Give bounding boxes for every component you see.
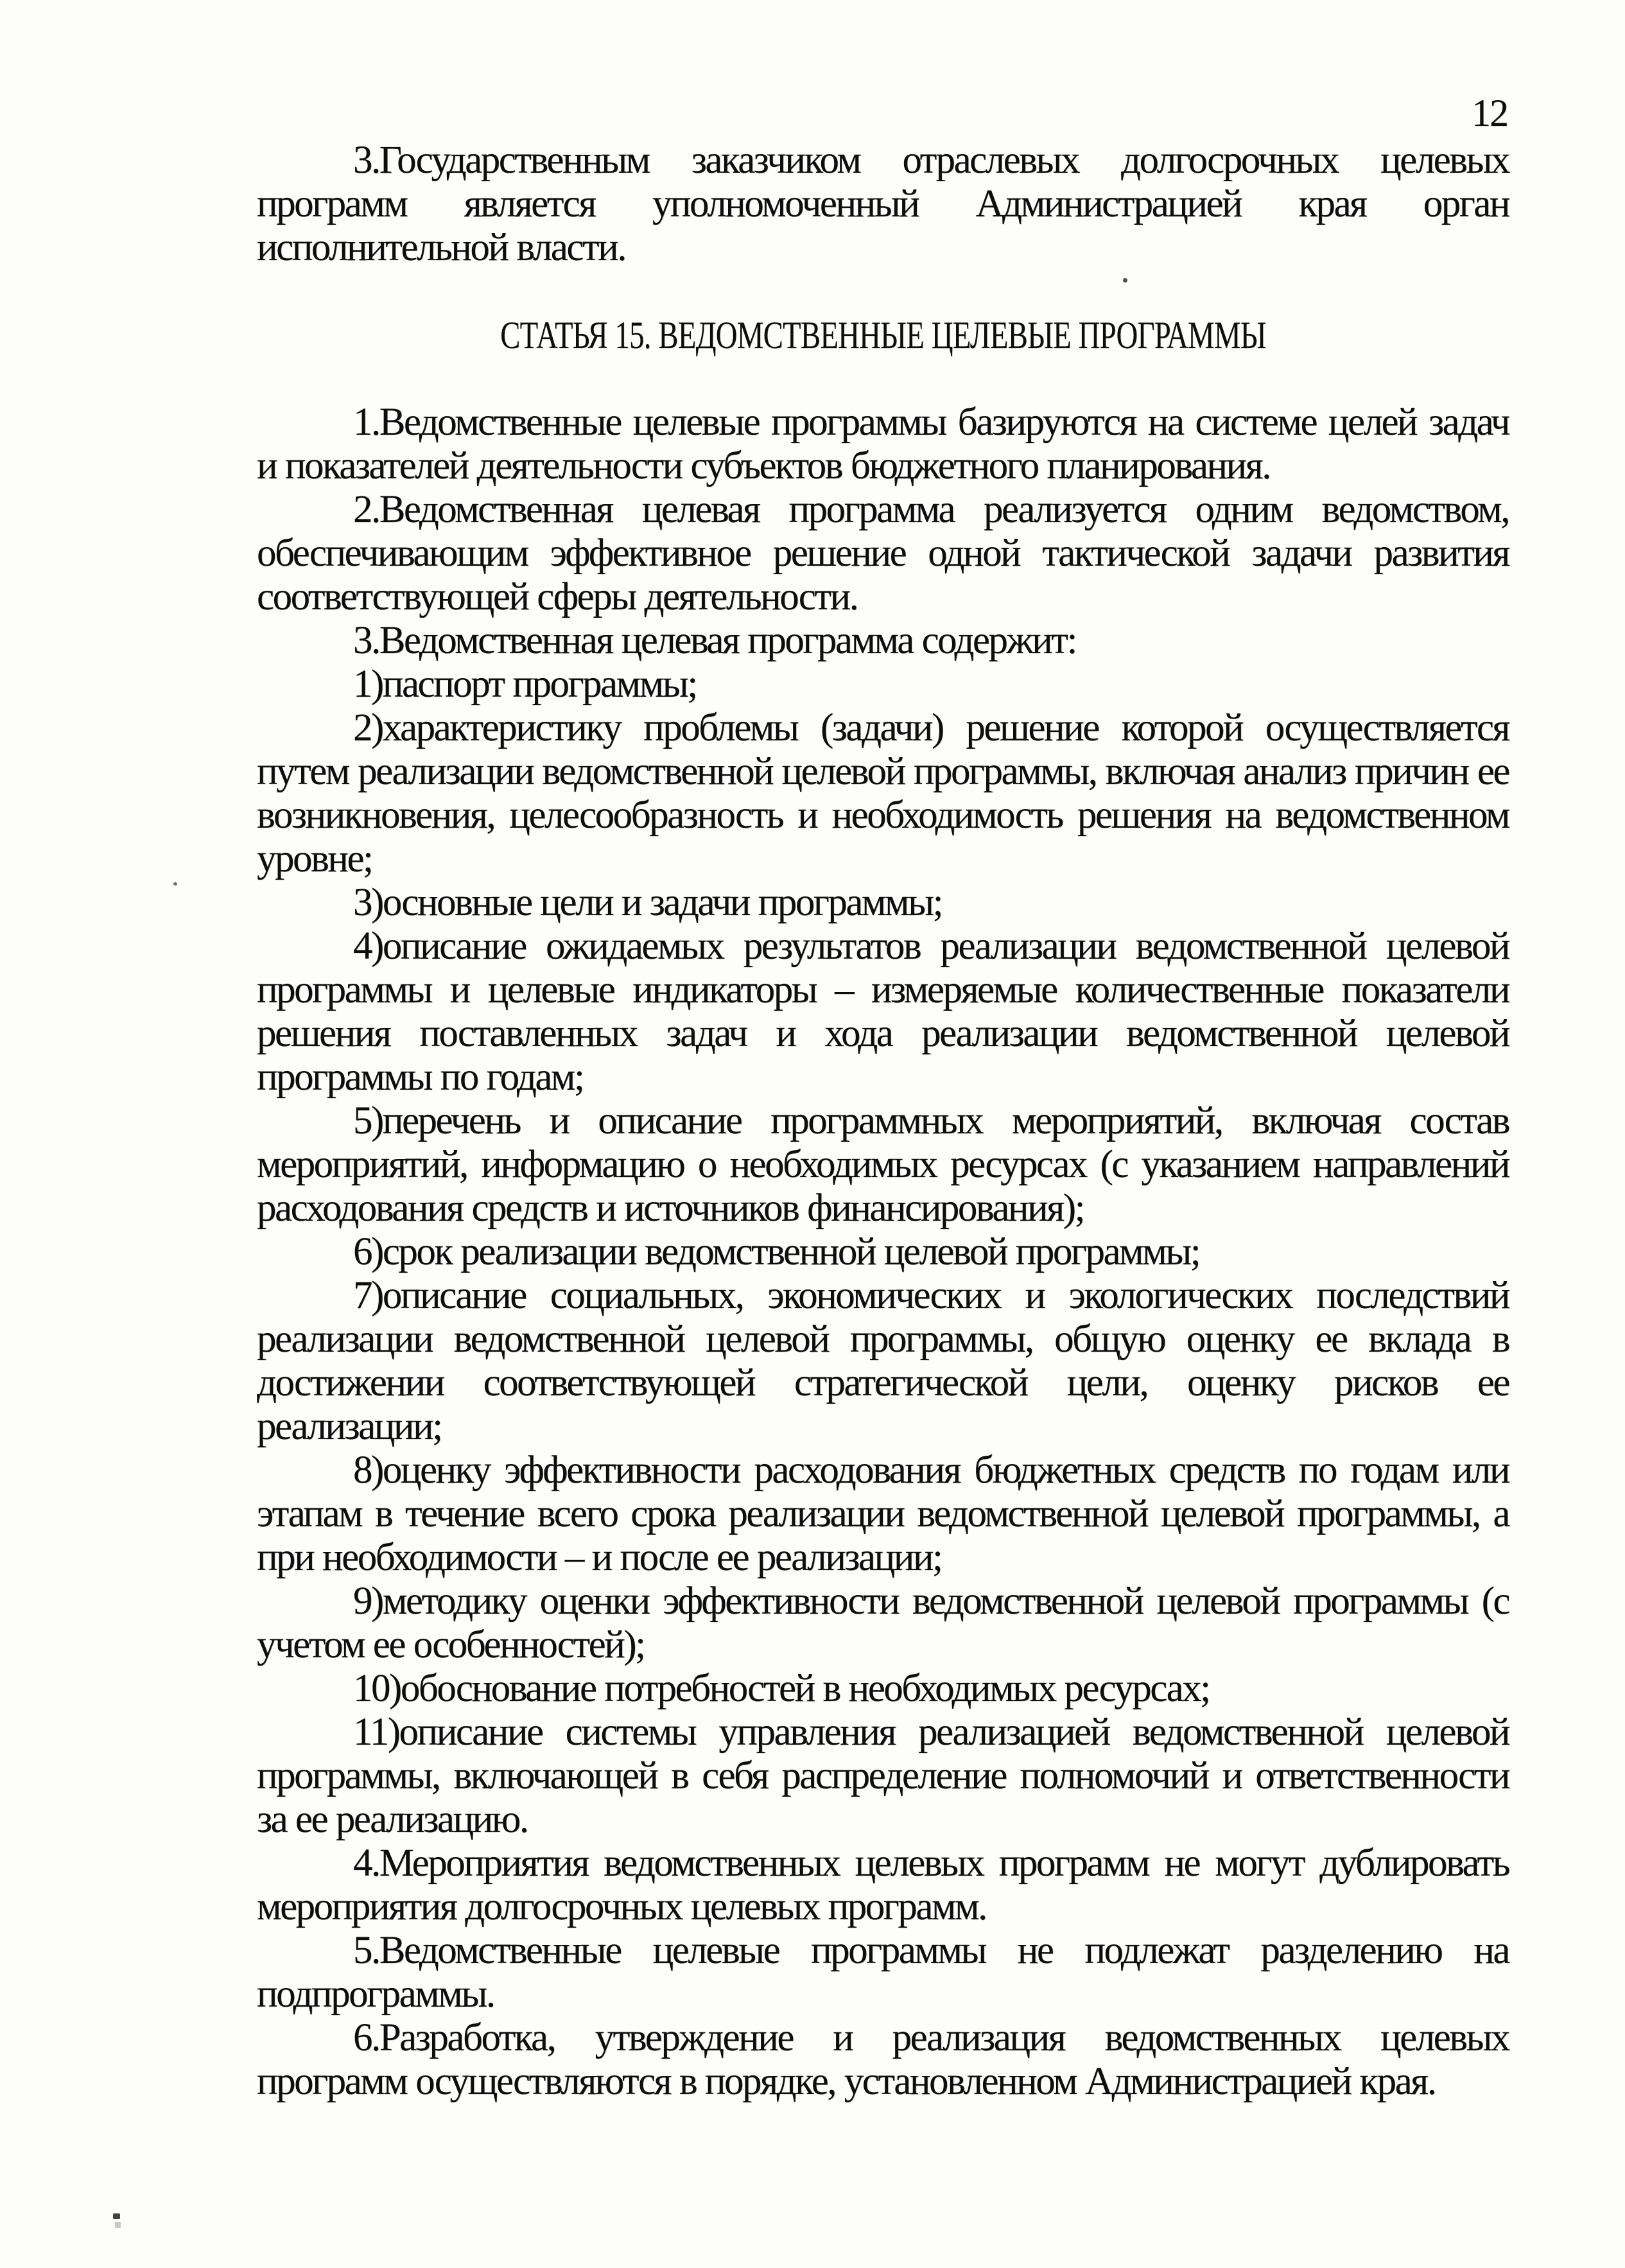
list-item-paragraph: 11)описание системы управления реализацией ведомственной целевой программы, включающей в себя распределение полномочий и ответственности за ее реализацию. xyxy=(257,1711,1509,1841)
list-item-paragraph: 7)описание социальных, экономических и экологических последствий реализации ведомственной целевой программы, общую оценку ее вклада в достижении соответствующей стратегической цели, оценку рисков ее реализации; xyxy=(257,1274,1509,1448)
list-item-paragraph: 4)описание ожидаемых результатов реализации ведомственной целевой программы и целевые индикаторы – измеряемые количественные показатели решения поставленных задач и хода реализации ведомственной целевой программы по годам; xyxy=(257,925,1509,1099)
scan-speck xyxy=(115,2222,121,2228)
paragraph: 3.Ведомственная целевая программа содержит: xyxy=(353,619,1076,662)
paragraph: 6.Разработка, утверждение и реализация ведомственных целевых программ осуществляются в порядке, установленном Администрацией края. xyxy=(257,2016,1509,2103)
list-item-paragraph: 8)оценку эффективности расходования бюджетных средств по годам или этапам в течение всего срока реализации ведомственной целевой программы, а при необходимости – и после ее реализации; xyxy=(257,1449,1509,1579)
list-item-paragraph: 1)паспорт программы; xyxy=(353,663,697,706)
scan-speck xyxy=(1123,278,1127,283)
intro-paragraph: 3.Государственным заказчиком отраслевых долгосрочных целевых программ является уполномоченный Администрацией края орган исполнительной власти. xyxy=(257,139,1509,269)
list-item-paragraph: 6)срок реализации ведомственной целевой программы; xyxy=(353,1230,1200,1273)
paragraph: 4.Мероприятия ведомственных целевых программ не могут дублировать мероприятия долгосрочных целевых программ. xyxy=(257,1842,1509,1928)
paragraph: 5.Ведомственные целевые программы не подлежат разделению на подпрограммы. xyxy=(257,1929,1509,2016)
document-body xyxy=(257,139,1509,2104)
list-item-paragraph: 10)обоснование потребностей в необходимых ресурсах; xyxy=(353,1667,1210,1710)
list-item-paragraph: 2)характеристику проблемы (задачи) решение которой осуществляется путем реализации ведомственной целевой программы, включая анализ причин ее возникновения, целесообразность и необходимость решения на ведомственном уровне; xyxy=(257,706,1509,880)
paragraph: 2.Ведомственная целевая программа реализуется одним ведомством, обеспечивающим эффективное решение одной тактической задачи развития соответствующей сферы деятельности. xyxy=(257,488,1509,618)
scan-speck xyxy=(113,2213,120,2219)
list-item-paragraph: 5)перечень и описание программных мероприятий, включая состав мероприятий, информацию о необходимых ресурсах (с указанием направлений расходования средств и источников финансирования); xyxy=(257,1099,1509,1230)
list-item-paragraph: 9)методику оценки эффективности ведомственной целевой программы (с учетом ее особенностей); xyxy=(257,1580,1509,1666)
article-heading xyxy=(257,313,1509,357)
scan-speck xyxy=(173,882,177,885)
paragraph: 1.Ведомственные целевые программы базируются на системе целей задач и показателей деятельности субъектов бюджетного планирования. xyxy=(257,401,1509,487)
list-item-paragraph: 3)основные цели и задачи программы; xyxy=(353,881,943,924)
page-number: 12 xyxy=(1472,92,1508,134)
article-heading-text: СТАТЬЯ 15. ВЕДОМСТВЕННЫЕ ЦЕЛЕВЫЕ ПРОГРАММЫ xyxy=(500,314,1266,356)
